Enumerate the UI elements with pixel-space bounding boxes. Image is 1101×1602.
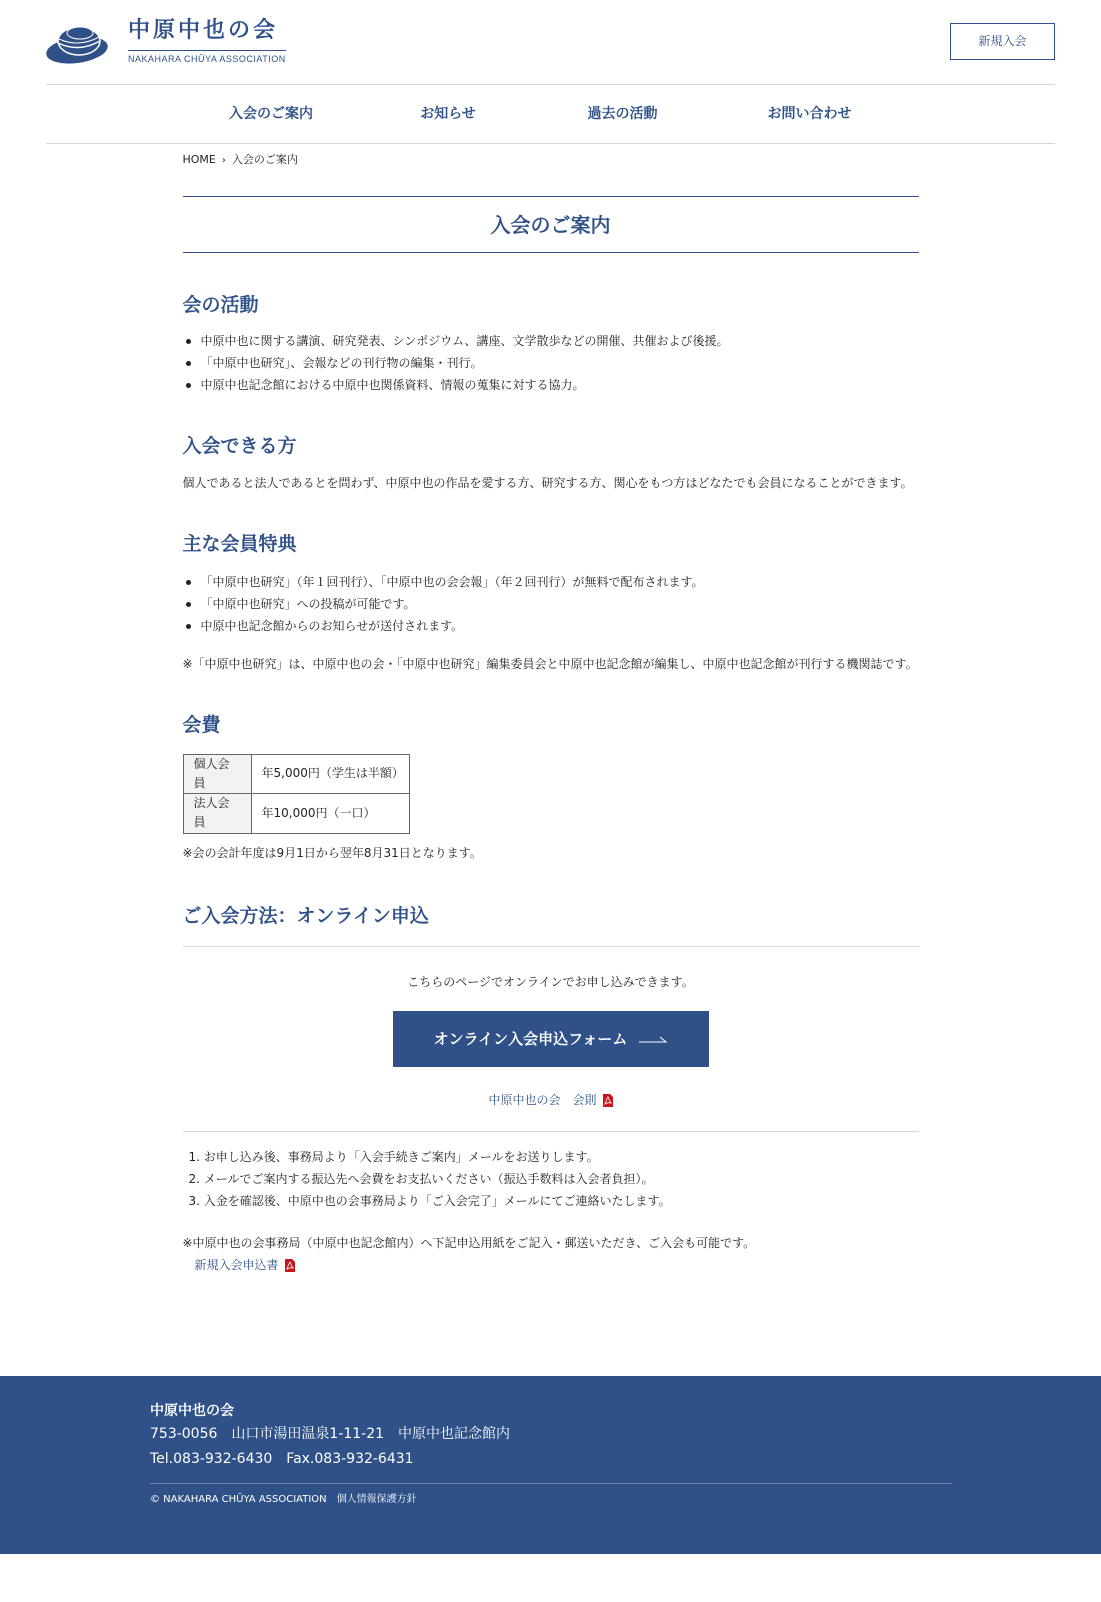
footer-contact: Tel.083-932-6430 Fax.083-932-6431 — [150, 1451, 414, 1468]
application-pdf-label: 新規入会申込書 — [194, 1258, 279, 1273]
fee-type-cell: 法人会員 — [183, 794, 251, 833]
list-item: 中原中也に関する講演、研究発表、シンポジウム、講座、文学散歩などの開催、共催および後援。 — [183, 330, 919, 352]
activities-heading: 会の活動 — [182, 294, 259, 316]
logo-subtitle: NAKAHARA CHŪYA ASSOCIATION — [128, 50, 286, 66]
application-pdf-link[interactable] — [195, 1258, 279, 1272]
fees-heading: 会費 — [182, 714, 221, 737]
divider — [183, 946, 919, 947]
nav-item-news[interactable]: お知らせ — [420, 105, 476, 122]
steps-list — [183, 1146, 919, 1212]
benefits-heading: 主な会員特典 — [182, 533, 297, 556]
pdf-icon — [602, 1094, 613, 1107]
online-lead: こちらのページでオンラインでお申し込みできます。 — [407, 975, 694, 990]
main-content — [183, 151, 919, 1376]
divider — [183, 1131, 919, 1132]
benefits-list — [183, 571, 919, 637]
list-item: 2. メールでご案内する振込先へ会費をお支払いください（振込手数料は入会者負担）。 — [188, 1172, 654, 1187]
breadcrumb — [183, 151, 919, 171]
hat-logo-icon — [46, 19, 112, 65]
pdf-icon — [284, 1259, 295, 1272]
mail-note: ※中原中也の会事務局（中原中也記念館内）へ下記申込用紙をご記入・郵送いただき、ご入会も可能です。 — [182, 1236, 756, 1251]
site-footer — [0, 1376, 1101, 1554]
page-title: 入会のご案内 — [183, 196, 919, 253]
list-item: 3. 入金を確認後、中原中也の会事務局より「ご入会完了」メールにてご連絡いたします。 — [188, 1194, 671, 1209]
breadcrumb-current: 入会のご案内 — [231, 153, 298, 166]
list-item: 「中原中也研究」、会報などの刊行物の編集・刊行。 — [183, 352, 919, 374]
list-item: 「中原中也研究」への投稿が可能です。 — [183, 593, 919, 615]
rules-pdf-label: 中原中也の会 会則 — [488, 1093, 597, 1108]
fees-note: ※会の会計年度は9月1日から翌年8月31日となります。 — [182, 845, 482, 860]
nav-item-join[interactable]: 入会のご案内 — [229, 105, 313, 122]
join-button[interactable]: 新規入会 — [950, 23, 1055, 60]
list-item: 1. お申し込み後、事務局より「入会手続きご案内」メールをお送りします。 — [188, 1150, 599, 1165]
activities-list — [183, 330, 919, 396]
fee-amount-cell: 年5,000円（学生は半額） — [251, 754, 409, 793]
online-form-button-label: オンライン入会申込フォーム — [433, 1030, 628, 1049]
footer-org-name: 中原中也の会 — [150, 1403, 234, 1420]
breadcrumb-home-link[interactable]: HOME — [182, 153, 216, 166]
fee-type-cell: 個人会員 — [183, 754, 251, 793]
arrow-right-icon — [639, 1035, 667, 1043]
chevron-right-icon: › — [221, 155, 226, 166]
footer-address: 753-0056 山口市湯田温泉1-11-21 中原中也記念館内 — [150, 1426, 511, 1443]
footer-copyright: © NAKAHARA CHŪYA ASSOCIATION — [150, 1494, 327, 1506]
site-header — [0, 0, 1101, 84]
privacy-policy-link[interactable]: 個人情報保護方針 — [336, 1494, 417, 1506]
global-nav — [46, 84, 1055, 144]
eligibility-text: 個人であると法人であるとを問わず、中原中也の作品を愛する方、研究する方、関心をもつ方はどなたでも会員になることができます。 — [182, 476, 913, 491]
eligibility-heading: 入会できる方 — [182, 434, 297, 457]
fee-amount-cell: 年10,000円（一口） — [251, 794, 409, 833]
online-form-button[interactable] — [393, 1011, 709, 1067]
benefits-note: ※「中原中也研究」は、中原中也の会・「中原中也研究」編集委員会と中原中也記念館が編集し、中原中也記念館が刊行する機関誌です。 — [182, 657, 918, 672]
site-logo[interactable] — [46, 18, 286, 66]
fee-table — [183, 754, 410, 834]
list-item: 「中原中也研究」（年１回刊行）、「中原中也の会会報」（年２回刊行）が無料で配布されます。 — [183, 571, 919, 593]
footer-divider — [150, 1483, 952, 1484]
nav-item-contact[interactable]: お問い合わせ — [767, 105, 852, 122]
list-item: 中原中也記念館における中原中也関係資料、情報の蒐集に対する協力。 — [183, 374, 919, 396]
table-row — [183, 754, 409, 793]
list-item: 中原中也記念館からのお知らせが送付されます。 — [183, 615, 919, 637]
nav-item-activities[interactable]: 過去の活動 — [587, 105, 658, 122]
table-row — [183, 794, 409, 833]
rules-pdf-link[interactable] — [488, 1093, 596, 1107]
logo-title: 中原中也の会 — [128, 18, 279, 43]
online-heading: ご入会方法：オンライン申込 — [182, 904, 429, 927]
